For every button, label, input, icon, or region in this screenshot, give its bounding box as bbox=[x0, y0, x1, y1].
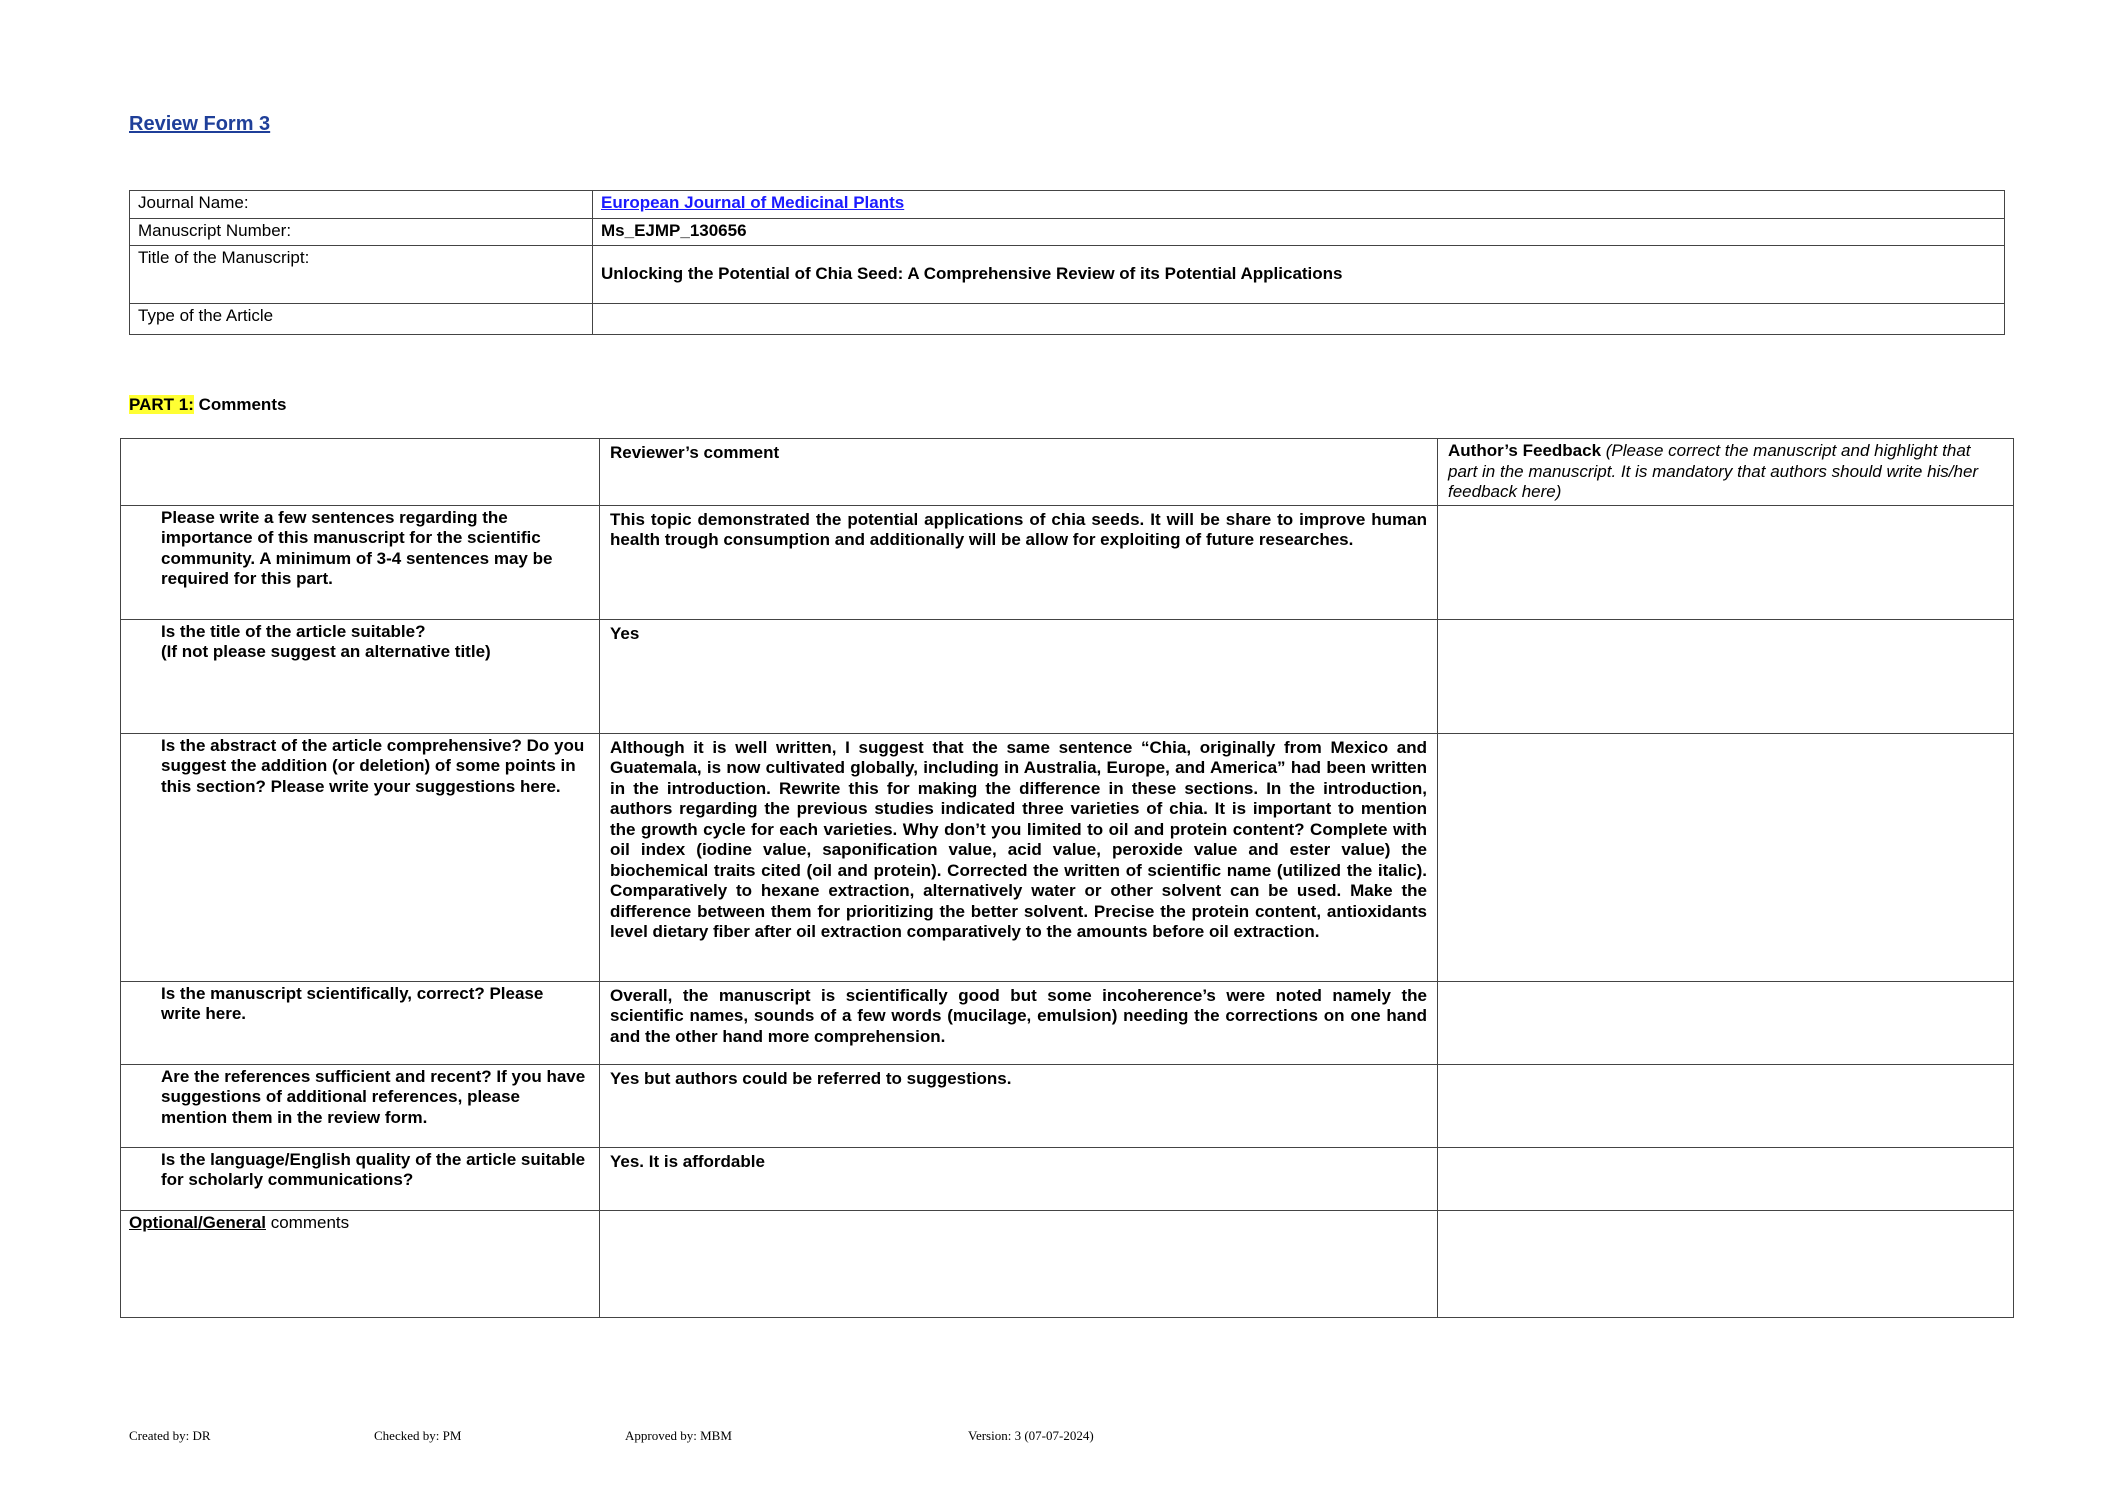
question: Is the language/English quality of the article suitable for scholarly communications? bbox=[121, 1147, 600, 1210]
reviewer-comment: Yes but authors could be referred to suggestions. bbox=[600, 1064, 1438, 1147]
optional-text: comments bbox=[265, 1212, 350, 1232]
author-feedback[interactable] bbox=[1438, 1064, 2014, 1147]
reviewer-comment: This topic demonstrated the potential applications of chia seeds. It will be share to improve human health trough consumption and additionally will be allow for exploiting of future researches. bbox=[600, 505, 1438, 619]
table-row bbox=[121, 1147, 2014, 1210]
form-title: Review Form 3 bbox=[129, 113, 271, 135]
part-heading bbox=[129, 395, 286, 415]
question: Please write a few sentences regarding the importance of this manuscript for the scientific community. A minimum of 3-4 sentences may be required for this part. bbox=[121, 505, 600, 619]
reviewer-comment: Yes bbox=[600, 619, 1438, 733]
comments-table bbox=[120, 438, 2014, 1318]
table-row bbox=[121, 619, 2014, 733]
optional-author-feedback[interactable] bbox=[1438, 1210, 2014, 1317]
optional-reviewer-comment[interactable] bbox=[600, 1210, 1438, 1317]
manuscript-info-table bbox=[129, 190, 2005, 335]
footer-approved: Approved by: MBM bbox=[625, 1428, 732, 1443]
table-row bbox=[121, 981, 2014, 1064]
type-label: Type of the Article bbox=[130, 304, 593, 335]
question: Is the abstract of the article comprehensive? Do you suggest the addition (or deletion) of some points in this section? Please write your suggestions here. bbox=[121, 733, 600, 981]
footer-checked: Checked by: PM bbox=[374, 1428, 462, 1443]
optional-label: Optional/General bbox=[129, 1212, 266, 1232]
author-feedback[interactable] bbox=[1438, 505, 2014, 619]
part-text: Comments bbox=[193, 395, 287, 414]
author-feedback[interactable] bbox=[1438, 733, 2014, 981]
reviewer-comment-header: Reviewer’s comment bbox=[600, 439, 1438, 506]
table-row bbox=[121, 505, 2014, 619]
table-row bbox=[121, 1064, 2014, 1147]
author-feedback[interactable] bbox=[1438, 981, 2014, 1064]
author-feedback-instructions: (Please correct the manuscript and highlight that part in the manuscript. It is mandatory that authors should write his/her feedback here) bbox=[1448, 441, 1979, 501]
header-empty bbox=[121, 439, 600, 506]
manuscript-title: Unlocking the Potential of Chia Seed: A Comprehensive Review of its Potential Applications bbox=[593, 246, 2005, 304]
reviewer-comment: Yes. It is affordable bbox=[600, 1147, 1438, 1210]
optional-comments-label bbox=[121, 1210, 600, 1317]
manuscript-label: Manuscript Number: bbox=[130, 219, 593, 246]
footer-version: Version: 3 (07-07-2024) bbox=[968, 1428, 1094, 1443]
author-feedback-header bbox=[1438, 439, 2014, 506]
table-row bbox=[121, 1210, 2014, 1317]
question: Is the manuscript scientifically, correct? Please write here. bbox=[121, 981, 600, 1064]
title-label: Title of the Manuscript: bbox=[130, 246, 593, 304]
author-feedback[interactable] bbox=[1438, 1147, 2014, 1210]
footer-created: Created by: DR bbox=[129, 1428, 211, 1443]
author-feedback-title: Author’s Feedback bbox=[1448, 441, 1602, 460]
reviewer-comment: Although it is well written, I suggest that the same sentence “Chia, originally from Mexico and Guatemala, is now cultivated globally, including in Australia, Europe, and America” had been written in the introduction. Rewrite this for making the difference in these sections. In the introduction, authors regarding the previous studies indicated three varieties of chia. It is important to mention the growth cycle for each varieties. Why don’t you limited to oil and protein content? Complete with oil index (iodine value, saponification value, acid value, peroxide value and ester value) the biochemical traits cited (oil and protein). Corrected the written of scientific name (utilized the italic). Comparatively to hexane extraction, alternatively water or other solvent can be used. Make the difference between them for prioritizing the better solvent. Precise the protein content, antioxidants level dietary fiber after oil extraction comparatively to the amounts before oil extraction. bbox=[600, 733, 1438, 981]
table-row bbox=[121, 733, 2014, 981]
question: Are the references sufficient and recent? If you have suggestions of additional references, please mention them in the review form. bbox=[121, 1064, 600, 1147]
question: Is the title of the article suitable? (If not please suggest an alternative title) bbox=[121, 619, 600, 733]
journal-link[interactable]: European Journal of Medicinal Plants bbox=[601, 193, 905, 212]
author-feedback[interactable] bbox=[1438, 619, 2014, 733]
reviewer-comment: Overall, the manuscript is scientifically good but some incoherence’s were noted namely the scientific names, sounds of a few words (mucilage, emulsion) needing the corrections on one hand and the other hand more comprehension. bbox=[600, 981, 1438, 1064]
journal-label: Journal Name: bbox=[130, 191, 593, 219]
manuscript-number: Ms_EJMP_130656 bbox=[593, 219, 2005, 246]
type-value bbox=[593, 304, 2005, 335]
part-label: PART 1: bbox=[129, 395, 194, 414]
